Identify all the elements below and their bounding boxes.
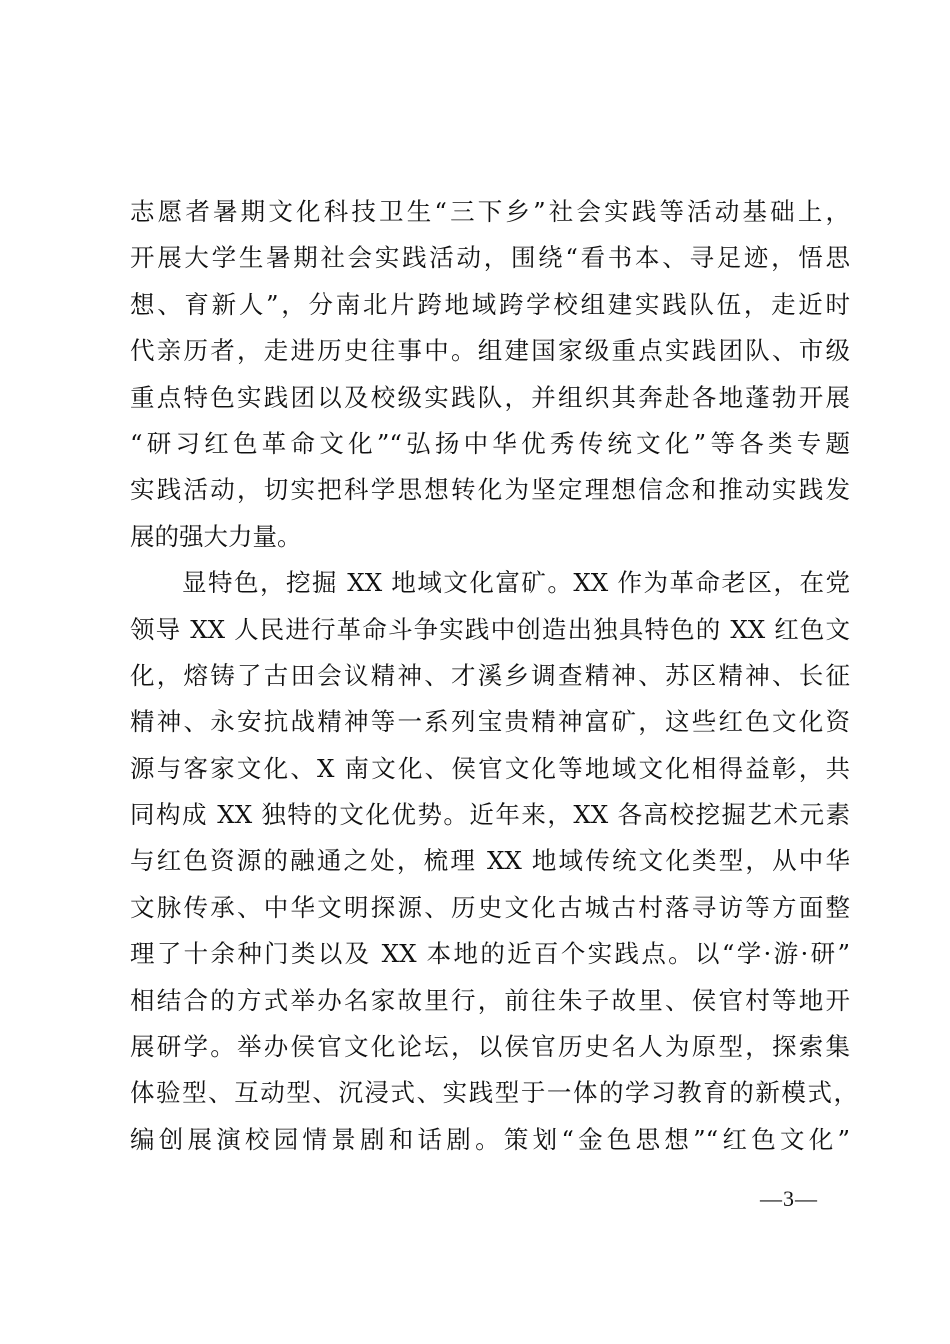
text-line: 显特色，挖掘 XX 地域文化富矿。XX 作为革命老区，在党 [182, 568, 850, 598]
text-line: 体验型、互动型、沉浸式、实践型于一体的学习教育的新模式， [130, 1078, 858, 1108]
text-line: 展的强大力量。 [130, 521, 302, 551]
text-line: 同构成 XX 独特的文化优势。近年来，XX 各高校挖掘艺术元素 [130, 800, 850, 830]
paragraph-2 [130, 560, 858, 1163]
document-body [130, 189, 858, 1163]
text-line: 志愿者暑期文化科技卫生“三下乡”社会实践等活动基础上， [130, 197, 850, 226]
text-line: 与红色资源的融通之处，梳理 XX 地域传统文化类型，从中华 [130, 846, 850, 876]
paragraph-1 [130, 189, 850, 560]
page-number: —3— [760, 1186, 818, 1211]
text-line: 编创展演校园情景剧和话剧。策划“金色思想”“红色文化” [130, 1124, 850, 1154]
text-line: 相结合的方式举办名家故里行，前往朱子故里、侯官村等地开 [130, 985, 850, 1015]
text-line: 文脉传承、中华文明探源、历史文化古城古村落寻访等方面整 [130, 892, 850, 922]
text-line: 领导 XX 人民进行革命斗争实践中创造出独具特色的 XX 红色文 [130, 614, 850, 644]
text-line: 展研学。举办侯官文化论坛，以侯官历史名人为原型，探索集 [130, 1032, 850, 1062]
text-line: 代亲历者，走进历史往事中。组建国家级重点实践团队、市级 [130, 336, 850, 366]
text-line: 源与客家文化、X 南文化、侯官文化等地域文化相得益彰，共 [130, 753, 850, 783]
text-line: 实践活动，切实把科学思想转化为坚定理想信念和推动实践发 [130, 475, 850, 505]
text-line: 理了十余种门类以及 XX 本地的近百个实践点。以“学·游·研” [130, 939, 850, 969]
text-line: 想、育新人”，分南北片跨地域跨学校组建实践队伍，走近时 [130, 289, 850, 319]
text-line: 化，熔铸了古田会议精神、才溪乡调查精神、苏区精神、长征 [130, 660, 850, 690]
text-line: 精神、永安抗战精神等一系列宝贵精神富矿，这些红色文化资 [130, 707, 850, 737]
text-line: 开展大学生暑期社会实践活动，围绕“看书本、寻足迹，悟思 [130, 243, 850, 273]
text-line: “研习红色革命文化”“弘扬中华优秀传统文化”等各类专题 [130, 428, 850, 458]
text-line: 重点特色实践团以及校级实践队，并组织其奔赴各地蓬勃开展 [130, 382, 850, 412]
